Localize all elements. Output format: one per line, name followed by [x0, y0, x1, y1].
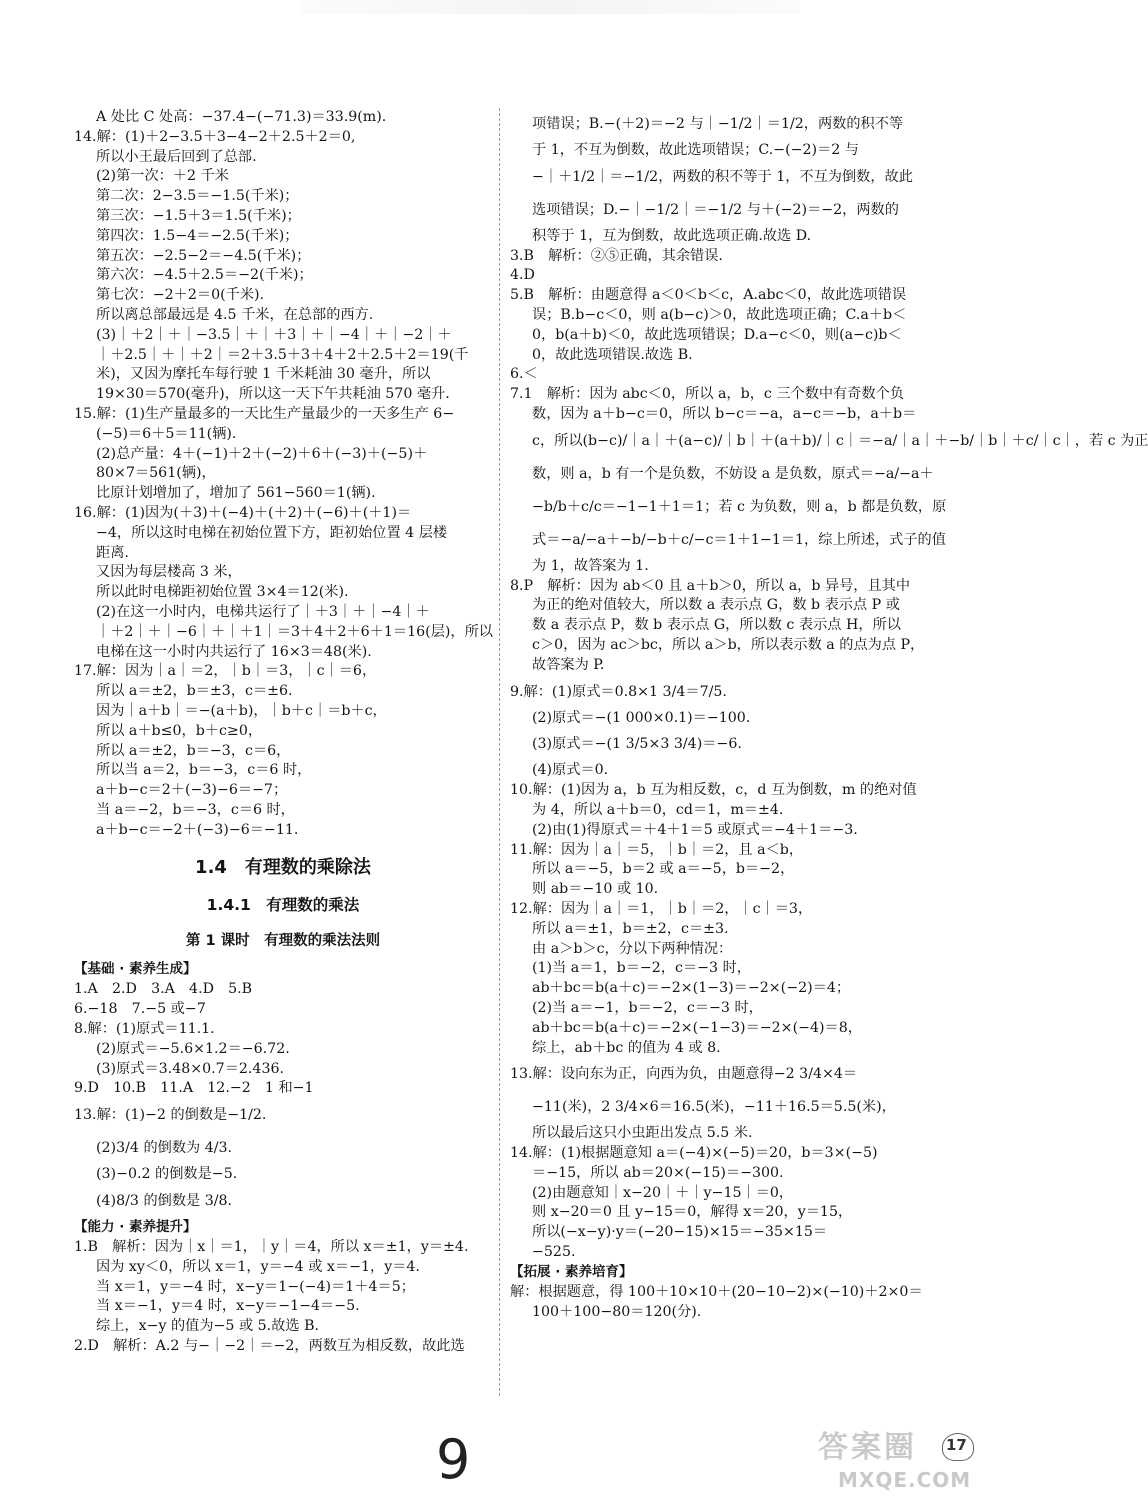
right-line: 于 1，不互为倒数，故此选项错误；C.−(−2)＝2 与	[532, 142, 859, 158]
left-line: 第 1 课时 有理数的乘法法则	[185, 933, 381, 950]
right-line: 误；B.b−c＜0，则 a(b−c)＞0，故此选项正确；C.a＋b＜	[532, 306, 907, 323]
left-line: 第六次：−4.5＋2.5＝−2(千米)；	[96, 267, 313, 284]
right-line: 6.＜	[510, 366, 538, 383]
left-line: 所以离总部最远是 4.5 千米，在总部的西方.	[96, 306, 374, 323]
right-line: 7.1 解析：因为 abc＜0，所以 a，b，c 三个数中有奇数个负	[510, 386, 905, 403]
right-line: 3.B 解析：②⑤正确，其余错误.	[510, 247, 723, 264]
right-line: 选项错误；D.−｜−1/2｜＝−1/2 与＋(−2)＝−2，两数的	[532, 201, 899, 218]
right-line: 9.解：(1)原式＝0.8×1 3/4＝7/5.	[510, 683, 727, 700]
left-line: 电梯在这一小时内共运行了 16×3＝48(米).	[96, 643, 372, 660]
right-line: 10.解：(1)因为 a，b 互为相反数，c，d 互为倒数，m 的绝对值	[510, 782, 917, 799]
right-line: 式＝−a/−a＋−b/−b＋c/−c＝1＋1−1＝1，综上所述，式子的值	[532, 531, 946, 548]
right-line: 0，故此选项错误.故选 B.	[532, 346, 693, 363]
column-divider	[499, 108, 500, 1396]
left-line: (4)8/3 的倒数是 3/8.	[96, 1193, 233, 1210]
right-line: (2)原式＝−(1 000×0.1)＝−100.	[532, 709, 751, 726]
left-line: 比原计划增加了，增加了 561−560＝1(辆).	[96, 485, 376, 502]
left-line: a＋b−c＝−2＋(−3)−6＝−11.	[96, 821, 299, 838]
left-line: 距离.	[96, 544, 129, 561]
right-line: 由 a＞b＞c，分以下两种情况：	[532, 940, 733, 957]
left-line: 第五次：−2.5−2＝−4.5(千米)；	[96, 247, 311, 264]
left-line: A 处比 C 处高：−37.4−(−71.3)＝33.9(m).	[96, 109, 387, 125]
right-line: −525.	[532, 1244, 576, 1261]
left-line: 又因为每层楼高 3 米，	[96, 564, 242, 581]
left-line: −4，所以这时电梯在初始位置下方，距初始位置 4 层楼	[96, 524, 448, 541]
left-line: (2)原式＝−5.6×1.2＝−6.72.	[96, 1040, 290, 1057]
right-line: (3)原式＝−(1 3/5×3 3/4)＝−6.	[532, 736, 742, 753]
right-line: −b/b＋c/c＝−1−1＋1＝1；若 c 为负数，则 a，b 都是负数，原	[532, 498, 947, 515]
right-line: 0，b(a＋b)＜0，故此选项错误；D.a−c＜0，则(a−c)b＜	[532, 326, 902, 343]
left-line: 所以 a＋b≤0，b＋c≥0，	[96, 722, 263, 739]
right-line: 则 ab＝−10 或 10.	[532, 881, 659, 898]
left-line: 6.−18 7.−5 或−7	[74, 1001, 206, 1018]
left-line: 【基础 · 素养生成】	[74, 961, 197, 978]
left-line: (2)3/4 的倒数为 4/3.	[96, 1140, 233, 1157]
left-line: (3)原式＝3.48×0.7＝2.436.	[96, 1060, 285, 1077]
right-line: ＝−15，所以 ab＝20×(−15)＝−300.	[532, 1164, 784, 1181]
left-line: 因为｜a＋b｜＝−(a＋b)，｜b＋c｜＝b＋c，	[96, 702, 387, 719]
right-line: 则 x−20＝0 且 y−15＝0，解得 x＝20，y＝15，	[532, 1204, 853, 1221]
left-line: 所以此时电梯距初始位置 3×4＝12(米).	[96, 584, 349, 601]
left-line: 13.解：(1)−2 的倒数是−1/2.	[74, 1107, 267, 1124]
left-line: 所以小王最后回到了总部.	[96, 148, 257, 165]
right-line: 所以(−x−y)·y＝(−20−15)×15＝−35×15＝	[532, 1224, 828, 1241]
right-line: (2)由(1)得原式＝＋4＋1＝5 或原式＝−4＋1＝−3.	[532, 821, 858, 838]
page-number: 17	[946, 1436, 967, 1454]
left-line: 14.解：(1)＋2−3.5＋3−4−2＋2.5＋2＝0,	[74, 128, 356, 145]
handwritten-mark: 9	[436, 1428, 471, 1491]
watermark	[808, 1422, 988, 1494]
left-line: 所以 a＝±2，b＝−3，c＝6，	[96, 742, 291, 759]
right-line: (2)由题意知｜x−20｜＋｜y−15｜＝0，	[532, 1184, 794, 1201]
right-line: ab＋bc＝b(a＋c)＝−2×(−1−3)＝−2×(−4)＝8，	[532, 1019, 862, 1036]
right-line: 解：根据题意，得 100＋10×10＋(20−10−2)×(−10)＋2×0＝	[510, 1283, 923, 1300]
left-line: 9.D 10.B 11.A 12.−2 1 和−1	[74, 1080, 314, 1097]
right-line: 8.P 解析：因为 ab＜0 且 a＋b＞0，所以 a，b 异号，且其中	[510, 577, 911, 594]
left-column	[74, 108, 492, 1357]
left-line: (3)−0.2 的倒数是−5.	[96, 1166, 238, 1183]
left-line: 19×30＝570(毫升)，所以这一天下午共耗油 570 毫升.	[96, 386, 450, 403]
left-line: 1.4 有理数的乘除法	[195, 857, 371, 879]
right-line: (2)当 a＝−1，b＝−2，c＝−3 时，	[532, 999, 763, 1016]
left-line: 第二次：2−3.5＝−1.5(千米)；	[96, 188, 299, 205]
left-line: a＋b−c＝2＋(−3)−6＝−7；	[96, 782, 288, 799]
right-line: 综上，ab＋bc 的值为 4 或 8.	[532, 1039, 721, 1056]
right-line: 为正的绝对值较大，所以数 a 表示点 G，数 b 表示点 P 或	[532, 597, 900, 614]
left-line: 1.B 解析：因为｜x｜＝1，｜y｜＝4，所以 x＝±1，y＝±4.	[74, 1239, 469, 1256]
left-line: 当 x＝−1，y＝4 时，x−y＝−1−4＝−5.	[96, 1298, 360, 1315]
watermark-line2: MXQE.COM	[838, 1468, 972, 1492]
right-line: 11.解：因为｜a｜＝5，｜b｜＝2，且 a＜b，	[510, 841, 804, 858]
left-line: 当 a＝−2，b＝−3，c＝6 时，	[96, 801, 295, 818]
left-line: (2)第一次：＋2 千米	[96, 168, 229, 185]
left-line: 第三次：−1.5＋3＝1.5(千米)；	[96, 207, 301, 224]
right-line: 【拓展 · 素养培育】	[510, 1263, 633, 1280]
left-line: 1.A 2.D 3.A 4.D 5.B	[74, 981, 253, 998]
left-line: 综上，x−y 的值为−5 或 5.故选 B.	[96, 1318, 320, 1335]
right-line: 数 a 表示点 P，数 b 表示点 G，所以数 c 表示点 H，所以	[532, 617, 901, 634]
left-line: 【能力 · 素养提升】	[74, 1219, 197, 1236]
left-line: 第四次：1.5−4＝−2.5(千米)；	[96, 227, 299, 244]
left-line: 15.解：(1)生产量最多的一天比生产量最少的一天多生产 6−	[74, 405, 455, 422]
right-line: 积等于 1，互为倒数，故此选项正确.故选 D.	[532, 227, 812, 244]
right-line: −11(米)，2 3/4×6＝16.5(米)，−11＋16.5＝5.5(米)，	[532, 1099, 896, 1116]
left-line: (2)在这一小时内，电梯共运行了｜＋3｜＋｜−4｜＋	[96, 603, 430, 620]
left-line: 17.解：因为｜a｜＝2，｜b｜＝3，｜c｜＝6，	[74, 663, 377, 680]
right-line: −｜＋1/2｜＝−1/2，两数的积不等于 1，不互为倒数，故此	[532, 168, 913, 185]
right-line: 为 1，故答案为 1.	[532, 557, 649, 574]
right-line: 12.解：因为｜a｜＝1，｜b｜＝2，｜c｜＝3，	[510, 900, 813, 917]
left-line: (3)｜＋2｜＋｜−3.5｜＋｜＋3｜＋｜−4｜＋｜−2｜＋	[96, 326, 452, 343]
left-line: 所以 a＝±2，b＝±3，c＝±6.	[96, 683, 293, 700]
right-line: 项错误；B.−(＋2)＝−2 与｜−1/2｜＝1/2，两数的积不等	[532, 116, 904, 132]
right-line: 4.D	[510, 267, 535, 284]
left-line: 第七次：−2＋2＝0(千米).	[96, 287, 265, 304]
right-line: 14.解：(1)根据题意知 a＝(−4)×(−5)＝20，b＝3×(−5)	[510, 1145, 878, 1162]
left-line: 所以当 a＝2，b＝−3，c＝6 时，	[96, 762, 312, 779]
left-line: ｜＋2｜＋｜−6｜＋｜＋1｜＝3＋4＋2＋6＋1＝16(层)，所以	[96, 623, 493, 640]
right-line: (4)原式＝0.	[532, 762, 609, 779]
right-line: (1)当 a＝1，b＝−2，c＝−3 时，	[532, 960, 751, 977]
left-line: 8.解：(1)原式＝11.1.	[74, 1021, 215, 1038]
right-line: 所以最后这只小虫距出发点 5.5 米.	[532, 1125, 753, 1142]
left-line: ｜＋2.5｜＋｜＋2｜＝2＋3.5＋3＋4＋2＋2.5＋2＝19(千	[96, 346, 469, 363]
left-line: 1.4.1 有理数的乘法	[206, 896, 360, 915]
right-line: 为 4，所以 a＋b＝0，cd＝1，m＝±4.	[532, 801, 784, 818]
left-line: 因为 xy＜0，所以 x＝1，y＝−4 或 x＝−1，y＝4.	[96, 1258, 420, 1275]
right-line: 所以 a＝−5，b＝2 或 a＝−5，b＝−2，	[532, 861, 795, 878]
left-line: 16.解：(1)因为(＋3)＋(−4)＋(＋2)＋(−6)＋(＋1)＝	[74, 504, 412, 521]
right-line: 数，则 a，b 有一个是负数，不妨设 a 是负数，原式＝−a/−a＋	[532, 465, 934, 482]
watermark-line1: 答案圈	[818, 1430, 917, 1465]
right-line: 所以 a＝±1，b＝±2，c＝±3.	[532, 920, 729, 937]
right-line: 故答案为 P.	[532, 656, 605, 673]
right-line: c＞0，因为 ac＞bc，所以 a＞b，所以表示数 a 的点为点 P，	[532, 636, 925, 653]
left-line: 2.D 解析：A.2 与−｜−2｜＝−2，两数互为相反数，故此选	[74, 1338, 465, 1355]
left-line: 80×7＝561(辆)，	[96, 465, 216, 482]
left-line: 米)，又因为摩托车每行驶 1 千米耗油 30 毫升，所以	[96, 366, 431, 383]
right-line: c，所以(b−c)/｜a｜＋(a−c)/｜b｜＋(a＋b)/｜c｜＝−a/｜a｜＋−b/｜b｜＋c/｜c｜，若 c 为正	[532, 432, 1148, 449]
left-line: (2)总产量：4＋(−1)＋2＋(−2)＋6＋(−3)＋(−5)＋	[96, 445, 428, 462]
scan-artifact	[300, 0, 800, 14]
right-line: 数，因为 a＋b−c＝0，所以 b−c＝−a，a−c＝−b，a＋b＝	[532, 405, 917, 422]
right-line: 100＋100−80＝120(分).	[532, 1303, 702, 1320]
right-line: 5.B 解析：由题意得 a＜0＜b＜c，A.abc＜0，故此选项错误	[510, 287, 907, 304]
right-line: ab＋bc＝b(a＋c)＝−2×(1−3)＝−2×(−2)＝4；	[532, 980, 851, 997]
right-line: 13.解：设向东为正，向西为负，由题意得−2 3/4×4＝	[510, 1066, 858, 1083]
left-line: 当 x＝1，y＝−4 时，x−y＝1−(−4)＝1＋4＝5；	[96, 1278, 415, 1295]
right-column	[510, 108, 1148, 1322]
left-line: (−5)＝6＋5＝11(辆).	[96, 425, 237, 442]
